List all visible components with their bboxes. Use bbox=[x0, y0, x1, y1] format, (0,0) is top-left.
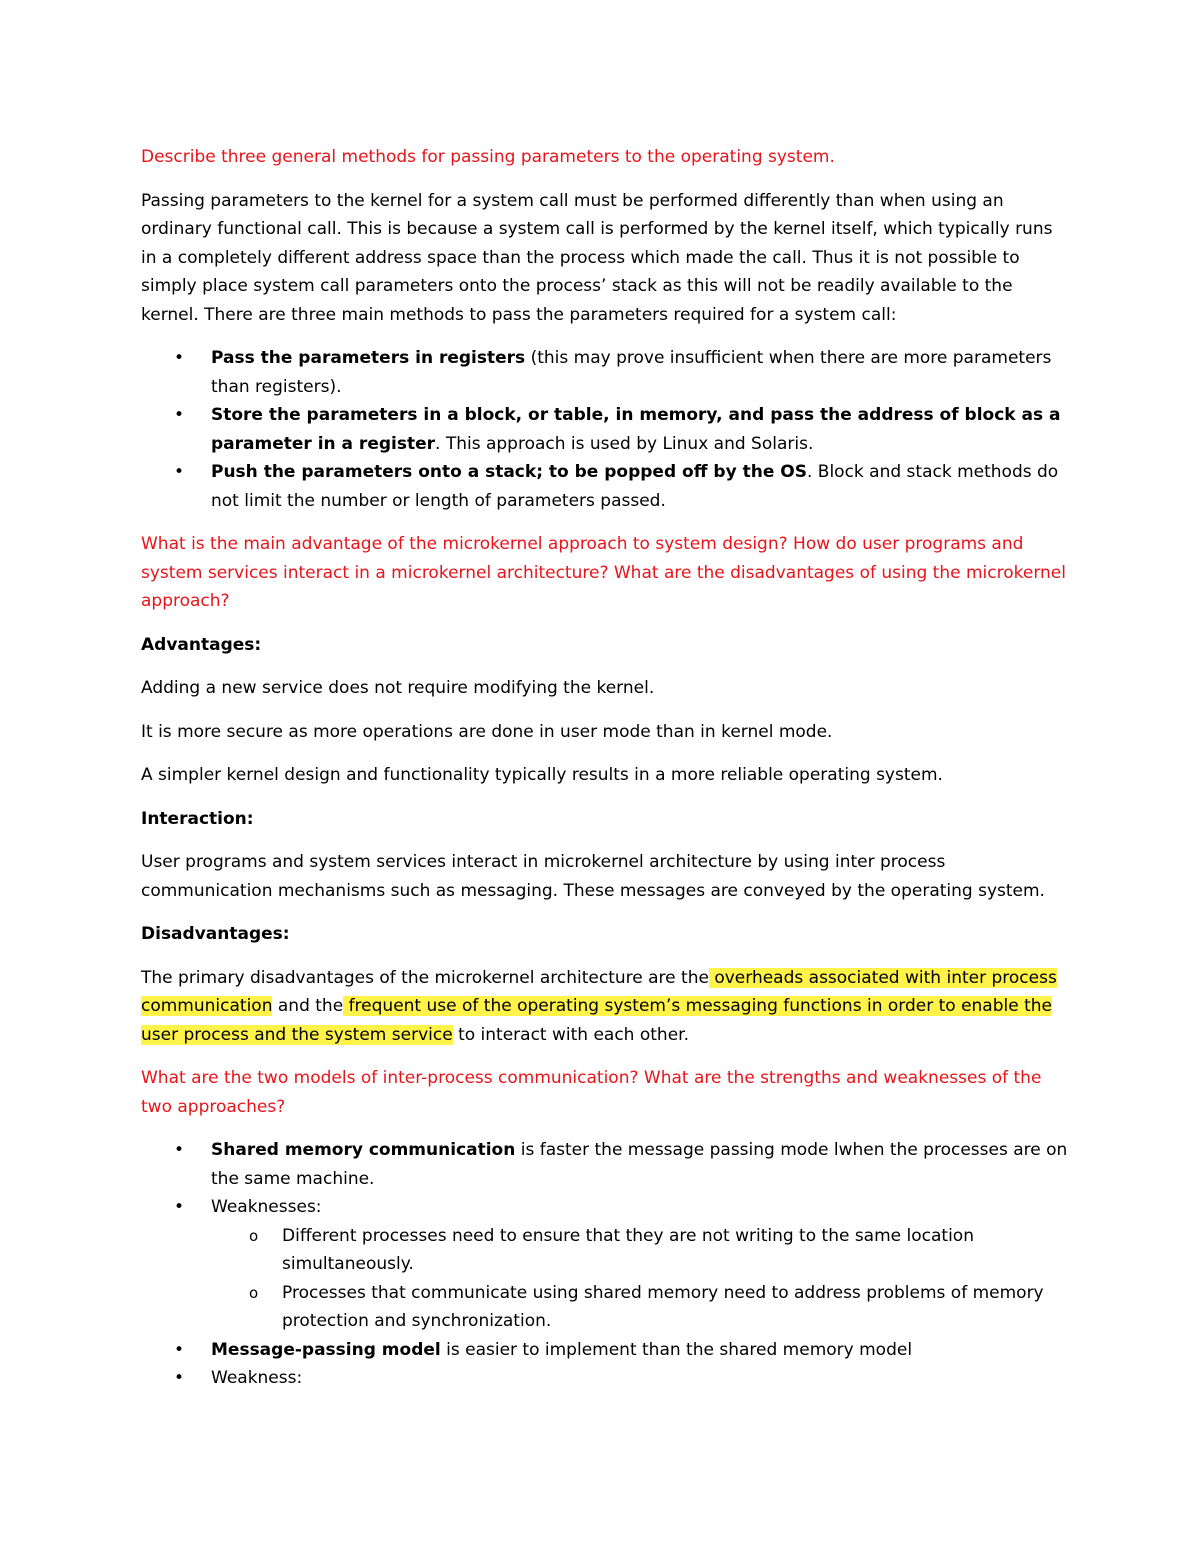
ipc-models-list bbox=[141, 1136, 1070, 1393]
weaknesses-sublist bbox=[141, 1222, 1070, 1336]
list-item bbox=[141, 1193, 1070, 1222]
bullet-icon: • bbox=[174, 1140, 185, 1160]
list-item bbox=[141, 1136, 1070, 1193]
list-item bbox=[141, 1336, 1070, 1365]
disadvantages-paragraph bbox=[141, 964, 1070, 1050]
text-run: to interact with each other. bbox=[452, 1024, 689, 1045]
advantage-paragraph: It is more secure as more operations are done in user mode than in kernel mode. bbox=[141, 721, 833, 742]
question-1: Describe three general methods for passing parameters to the operating system. bbox=[141, 147, 835, 167]
highlighted-text: overheads associated with inter process communication bbox=[141, 967, 1057, 1016]
list-item bbox=[141, 1364, 1070, 1393]
list-item bbox=[141, 458, 1070, 515]
sub-bullet-icon: o bbox=[249, 1226, 259, 1245]
interaction-paragraph: User programs and system services interact in microkernel architecture by using inter process communication mechanisms such as messaging. These messages are conveyed by the operating system. bbox=[141, 852, 1045, 901]
list-item bbox=[141, 344, 1070, 401]
advantage-paragraph: Adding a new service does not require modifying the kernel. bbox=[141, 678, 655, 698]
text-run: and the bbox=[272, 996, 344, 1016]
advantage-paragraph: A simpler kernel design and functionality typically results in a more reliable operating system. bbox=[141, 765, 943, 785]
list-item-bold: Store the parameters in a block, or table, in memory, and pass the address of block as a parameter in a register bbox=[211, 405, 1061, 454]
sub-list-item-text: Different processes need to ensure that they are not writing to the same location simultaneously. bbox=[282, 1225, 974, 1274]
highlighted-text: frequent use of the operating system’s messaging functions in order to enable the user process and the system service bbox=[141, 996, 1053, 1045]
list-item bbox=[141, 401, 1070, 458]
q1-intro-paragraph: Passing parameters to the kernel for a system call must be performed differently than when using an ordinary functional call. This is because a system call is performed by the kernel itself, which typically runs in a completely different address space than the process which made the call. Thus it is not possible to simply place system call parameters onto the process’ stack as this will not be readily available to the kernel. There are three main methods to pass the parameters required for a system call: bbox=[141, 190, 1053, 325]
question-3: What are the two models of inter-process communication? What are the strengths and weaknesses of the two approaches? bbox=[141, 1068, 1042, 1117]
list-item-text: Weakness: bbox=[211, 1368, 303, 1388]
list-item-text: . This approach is used by Linux and Solaris. bbox=[435, 433, 814, 454]
bullet-icon: • bbox=[174, 348, 185, 368]
list-item-text: is faster the message passing mode lwhen the processes are on the same machine. bbox=[211, 1140, 1068, 1189]
bullet-icon: • bbox=[174, 1339, 185, 1360]
list-item-text: Weaknesses: bbox=[211, 1197, 322, 1217]
list-item-text: . Block and stack methods do not limit the number or length of parameters passed. bbox=[211, 462, 1059, 511]
bullet-icon: • bbox=[174, 405, 185, 425]
sub-list-item-text: Processes that communicate using shared memory need to address problems of memory protection and synchronization. bbox=[282, 1282, 1044, 1331]
list-item-text: is easier to implement than the shared memory model bbox=[440, 1339, 913, 1360]
list-item-bold: Shared memory communication bbox=[211, 1140, 516, 1160]
disadvantages-heading: Disadvantages: bbox=[141, 924, 290, 944]
sub-bullet-icon: o bbox=[249, 1283, 259, 1302]
bullet-icon: • bbox=[174, 1197, 185, 1217]
question-2: What is the main advantage of the microkernel approach to system design? How do user programs and system services interact in a microkernel architecture? What are the disadvantages of using the microkernel approach? bbox=[141, 534, 1066, 611]
interaction-heading: Interaction: bbox=[141, 808, 254, 829]
list-item-bold: Pass the parameters in registers bbox=[211, 348, 526, 368]
text-run: The primary disadvantages of the microkernel architecture are the bbox=[141, 967, 709, 988]
sub-list-item bbox=[141, 1279, 1070, 1336]
sub-list-container bbox=[141, 1222, 1070, 1336]
advantages-heading: Advantages: bbox=[141, 634, 262, 655]
list-item-text: (this may prove insufficient when there are more parameters than registers). bbox=[211, 348, 1052, 397]
bullet-icon: • bbox=[174, 462, 185, 482]
parameter-methods-list bbox=[141, 344, 1070, 515]
list-item-bold: Message-passing model bbox=[211, 1339, 441, 1360]
sub-list-item bbox=[141, 1222, 1070, 1279]
list-item-bold: Push the parameters onto a stack; to be popped off by the OS bbox=[211, 462, 807, 482]
bullet-icon: • bbox=[174, 1368, 185, 1388]
